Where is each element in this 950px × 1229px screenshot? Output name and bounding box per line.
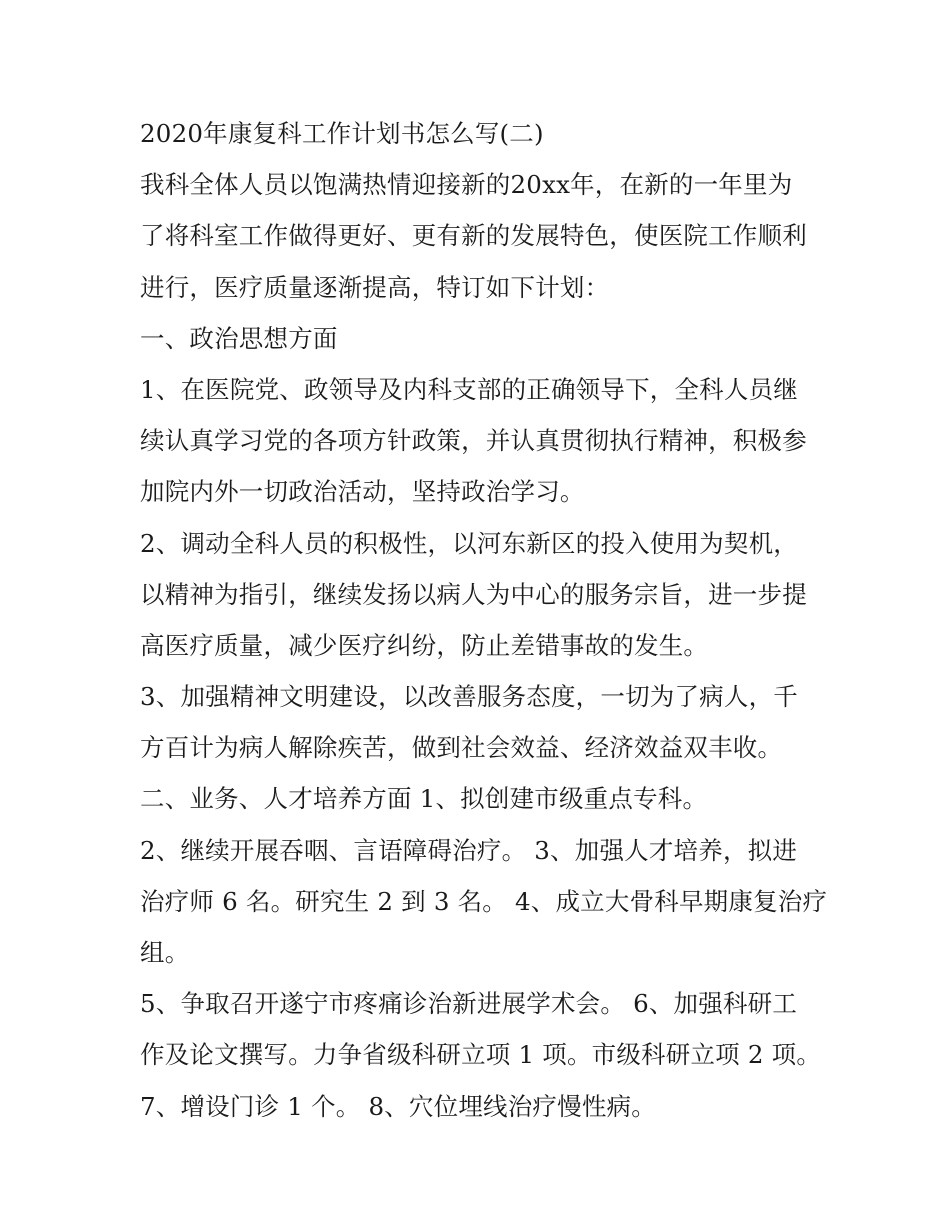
text-line: 2、调动全科人员的积极性，以河东新区的投入使用为契机， xyxy=(140,528,798,558)
document-page xyxy=(140,108,830,1132)
text-line: 以精神为指引，继续发扬以病人为中心的服务宗旨，进一步提 xyxy=(140,579,807,609)
text-line: 了将科室工作做得更好、更有新的发展特色，使医院工作顺利 xyxy=(140,221,807,251)
text-line: 方百计为病人解除疾苦，做到社会效益、经济效益双丰收。 xyxy=(140,733,783,763)
text-line: 2、继续开展吞咽、言语障碍治疗。 3、加强人才培养，拟进 xyxy=(140,835,798,865)
text-line: 1、在医院党、政领导及内科支部的正确领导下，全科人员继 xyxy=(140,374,798,404)
text-line: 续认真学习党的各项方针政策，并认真贯彻执行精神，积极参 xyxy=(140,426,807,456)
text-line: 作及论文撰写。力争省级科研立项 1 项。市级科研立项 2 项。 xyxy=(140,1040,822,1070)
text-line: 3、加强精神文明建设，以改善服务态度，一切为了病人，千 xyxy=(140,682,798,712)
section-heading: 一、政治思想方面 xyxy=(140,323,338,353)
text-line: 高医疗质量，减少医疗纠纷，防止差错事故的发生。 xyxy=(140,630,709,660)
text-line: 5、争取召开遂宁市疼痛诊治新进展学术会。 6、加强科研工 xyxy=(140,989,798,1019)
section-heading: 二、业务、人才培养方面 1、拟创建市级重点专科。 xyxy=(140,784,708,814)
document-title: 2020年康复科工作计划书怎么写(二) xyxy=(140,119,544,148)
text-line: 组。 xyxy=(140,938,190,967)
text-line: 治疗师 6 名。研究生 2 到 3 名。 4、成立大骨科早期康复治疗 xyxy=(140,886,828,916)
text-line: 7、增设门诊 1 个。 8、穴位埋线治疗慢性病。 xyxy=(140,1091,656,1121)
text-line: 进行，医疗质量逐渐提高，特订如下计划： xyxy=(140,272,610,302)
text-line: 加院内外一切政治活动，坚持政治学习。 xyxy=(140,477,585,507)
text-line: 我科全体人员以饱满热情迎接新的20xx年，在新的一年里为 xyxy=(140,170,793,200)
